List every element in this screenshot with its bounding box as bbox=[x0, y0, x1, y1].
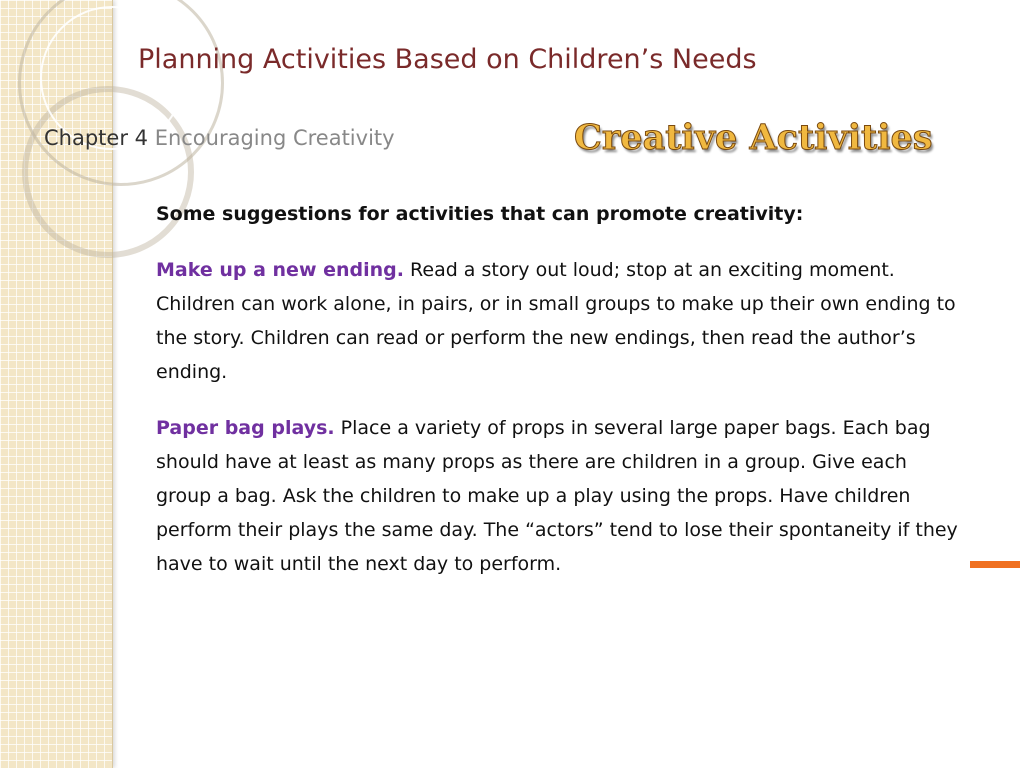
paragraph bbox=[156, 411, 962, 581]
sidebar-pattern bbox=[0, 0, 113, 768]
chapter-label: Chapter 4 bbox=[44, 126, 148, 150]
chapter-heading bbox=[44, 126, 395, 150]
slide-body bbox=[156, 197, 962, 603]
slide-title: Creative Activities bbox=[574, 117, 933, 158]
accent-dash bbox=[970, 561, 1020, 568]
paragraph-heading: Make up a new ending. bbox=[156, 259, 404, 281]
intro-text: Some suggestions for activities that can promote creativity: bbox=[156, 203, 804, 225]
paragraph bbox=[156, 253, 962, 389]
paragraph-text: Place a variety of props in several large paper bags. Each bag should have at least as many props as there are children in a group. Give each group a bag. Ask the children to make up a play using the props. Have children perform their plays the same day. The “actors” tend to lose their spontaneity if they have to wait until the next day to perform. bbox=[156, 417, 958, 575]
paragraph-text: Read a story out loud; stop at an exciting moment. Children can work alone, in pairs, or in small groups to make up their own ending to the story. Children can read or perform the new endings, then read the author’s ending. bbox=[156, 259, 956, 383]
paragraph-heading: Paper bag plays. bbox=[156, 417, 335, 439]
header-title: Planning Activities Based on Children’s Needs bbox=[138, 44, 757, 75]
chapter-name: Encouraging Creativity bbox=[154, 126, 395, 150]
